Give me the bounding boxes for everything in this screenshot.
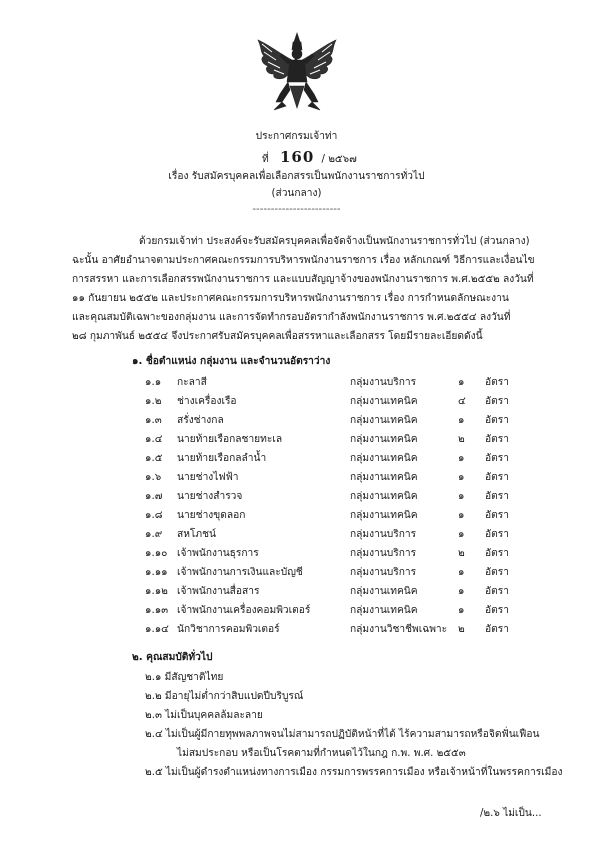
- position-count: ๑: [458, 415, 465, 426]
- intro-line: การสรรหา และการเลือกสรรพนักงานราชการ และแบบสัญญาจ้างของพนักงานราชการ พ.ศ.๒๕๕๒ ลงวันที่: [72, 274, 534, 285]
- position-number: ๑.๑๑: [145, 567, 168, 578]
- position-title: กะลาสี: [177, 377, 207, 388]
- position-count: ๑: [458, 510, 465, 521]
- position-row: [0, 624, 593, 639]
- position-group: กลุ่มงานเทคนิค: [350, 472, 418, 483]
- position-number: ๑.๑: [145, 377, 162, 388]
- position-number: ๑.๗: [145, 491, 163, 502]
- qualification-item: ๒.๓ ไม่เป็นบุคคลล้มละลาย: [145, 710, 263, 721]
- position-number: ๑.๓: [145, 415, 162, 426]
- position-group: กลุ่มงานเทคนิค: [350, 491, 418, 502]
- position-count: ๑: [458, 453, 465, 464]
- position-unit: อัตรา: [485, 567, 509, 578]
- qualification-item: ๒.๕ ไม่เป็นผู้ดำรงตำแหน่งทางการเมือง กรรมการพรรคการเมือง หรือเจ้าหน้าที่ในพรรคการเมือง: [145, 767, 563, 778]
- intro-line: ฉะนั้น อาศัยอำนาจตามประกาศคณะกรรมการบริหารพนักงานราชการ เรื่อง หลักเกณฑ์ วิธีการและเงื่อนไข: [72, 255, 535, 266]
- doc-number-line: [262, 148, 357, 166]
- position-row: [0, 567, 593, 582]
- position-count: ๑: [458, 605, 465, 616]
- position-group: กลุ่มงานเทคนิค: [350, 586, 418, 597]
- position-count: ๑: [458, 567, 465, 578]
- position-unit: อัตรา: [485, 472, 509, 483]
- position-title: เจ้าพนักงานสื่อสาร: [177, 586, 260, 597]
- position-row: [0, 453, 593, 468]
- position-unit: อัตรา: [485, 396, 509, 407]
- position-unit: อัตรา: [485, 510, 509, 521]
- position-title: นายช่างขุดลอก: [177, 510, 246, 521]
- position-number: ๑.๖: [145, 472, 162, 483]
- position-unit: อัตรา: [485, 415, 509, 426]
- intro-line: ๒๘ กุมภาพันธ์ ๒๕๕๔ จึงประกาศรับสมัครบุคคลเพื่อสรรหาและเลือกสรร โดยมีรายละเอียดดังนี้: [72, 331, 483, 342]
- position-title: เจ้าพนักงานการเงินและบัญชี: [177, 567, 303, 578]
- section2-heading: ๒. คุณสมบัติทั่วไป: [132, 652, 213, 663]
- position-group: กลุ่มงานเทคนิค: [350, 434, 418, 445]
- position-count: ๑: [458, 586, 465, 597]
- position-group: กลุ่มงานเทคนิค: [350, 396, 418, 407]
- position-title: นักวิชาการคอมพิวเตอร์: [177, 624, 280, 635]
- doc-number-prefix: ที่: [262, 154, 269, 165]
- position-group: กลุ่มงานเทคนิค: [350, 453, 418, 464]
- position-number: ๑.๑๓: [145, 605, 169, 616]
- position-number: ๑.๑๔: [145, 624, 169, 635]
- doc-number-year: / ๒๕๖๗: [321, 154, 357, 165]
- position-title: นายท้ายเรือกลชายทะเล: [177, 434, 283, 445]
- position-row: [0, 396, 593, 411]
- position-group: กลุ่มงานบริการ: [350, 548, 417, 559]
- position-unit: อัตรา: [485, 377, 509, 388]
- position-number: ๑.๙: [145, 529, 163, 540]
- position-count: ๑: [458, 529, 465, 540]
- position-row: [0, 510, 593, 525]
- position-count: ๑: [458, 472, 465, 483]
- position-count: ๒: [458, 434, 465, 445]
- doc-number-handwritten: 160: [279, 148, 315, 166]
- position-row: [0, 605, 593, 620]
- position-title: สรั่งช่างกล: [177, 415, 224, 426]
- position-group: กลุ่มงานเทคนิค: [350, 510, 418, 521]
- position-group: กลุ่มงานวิชาชีพเฉพาะ: [350, 624, 448, 635]
- position-title: สหโภชน์: [177, 529, 216, 540]
- position-title: เจ้าพนักงานเครื่องคอมพิวเตอร์: [177, 605, 311, 616]
- position-unit: อัตรา: [485, 605, 509, 616]
- position-unit: อัตรา: [485, 434, 509, 445]
- intro-line: ด้วยกรมเจ้าท่า ประสงค์จะรับสมัครบุคคลเพื่อจัดจ้างเป็นพนักงานราชการทั่วไป (ส่วนกลาง): [139, 236, 530, 247]
- position-number: ๑.๒: [145, 396, 162, 407]
- position-unit: อัตรา: [485, 453, 509, 464]
- position-number: ๑.๘: [145, 510, 163, 521]
- position-title: เจ้าพนักงานธุรการ: [177, 548, 259, 559]
- position-count: ๑: [458, 377, 465, 388]
- position-title: นายช่างสำรวจ: [177, 491, 243, 502]
- position-number: ๑.๕: [145, 453, 163, 464]
- position-title: นายช่างไฟฟ้า: [177, 472, 239, 483]
- position-count: ๔: [458, 396, 466, 407]
- position-group: กลุ่มงานเทคนิค: [350, 415, 418, 426]
- position-row: [0, 434, 593, 449]
- position-number: ๑.๔: [145, 434, 163, 445]
- position-row: [0, 377, 593, 392]
- intro-line: ๑๑ กันยายน ๒๕๕๒ และประกาศคณะกรรมการบริหารพนักงานราชการ เรื่อง การกำหนดลักษณะงาน: [72, 293, 509, 304]
- position-title: ช่างเครื่องเรือ: [177, 396, 237, 407]
- subject-sub: (ส่วนกลาง): [271, 188, 322, 199]
- position-row: [0, 491, 593, 506]
- position-count: ๒: [458, 548, 465, 559]
- position-number: ๑.๑๐: [145, 548, 168, 559]
- position-unit: อัตรา: [485, 586, 509, 597]
- position-group: กลุ่มงานบริการ: [350, 529, 417, 540]
- qualification-item: ๒.๔ ไม่เป็นผู้มีกายทุพพลภาพจนไม่สามารถปฏิบัติหน้าที่ได้ ไร้ความสามารถหรือจิตฟั่นเฟือน: [145, 729, 540, 740]
- header-separator: ------------------------: [252, 204, 341, 215]
- announcement-title: ประกาศกรมเจ้าท่า: [255, 131, 338, 142]
- position-unit: อัตรา: [485, 624, 509, 635]
- position-title: นายท้ายเรือกลลำน้ำ: [177, 453, 267, 464]
- position-group: กลุ่มงานบริการ: [350, 567, 417, 578]
- garuda-emblem-icon: [252, 30, 342, 120]
- qualification-item: ๒.๒ มีอายุไม่ต่ำกว่าสิบแปดปีบริบูรณ์: [145, 691, 304, 702]
- position-row: [0, 415, 593, 430]
- section1-heading: ๑. ชื่อตำแหน่ง กลุ่มงาน และจำนวนอัตราว่าง: [132, 356, 331, 367]
- intro-line: และคุณสมบัติเฉพาะของกลุ่มงาน และการจัดทำกรอบอัตรากำลังพนักงานราชการ พ.ศ.๒๕๕๔ ลงวันที่: [72, 312, 511, 323]
- subject-line: เรื่อง รับสมัครบุคคลเพื่อเลือกสรรเป็นพนักงานราชการทั่วไป: [168, 171, 425, 182]
- position-row: [0, 586, 593, 601]
- position-row: [0, 472, 593, 487]
- qualification-item-continued: ไม่สมประกอบ หรือเป็นโรคตามที่กำหนดไว้ในกฎ ก.พ. พ.ศ. ๒๕๕๓: [177, 748, 466, 759]
- position-count: ๒: [458, 624, 465, 635]
- position-group: กลุ่มงานเทคนิค: [350, 605, 418, 616]
- position-row: [0, 548, 593, 563]
- page-continuation: /๒.๖ ไม่เป็น...: [480, 808, 542, 819]
- position-unit: อัตรา: [485, 529, 509, 540]
- position-row: [0, 529, 593, 544]
- position-group: กลุ่มงานบริการ: [350, 377, 417, 388]
- position-unit: อัตรา: [485, 548, 509, 559]
- position-unit: อัตรา: [485, 491, 509, 502]
- qualification-item: ๒.๑ มีสัญชาติไทย: [145, 672, 224, 683]
- position-number: ๑.๑๒: [145, 586, 168, 597]
- position-count: ๑: [458, 491, 465, 502]
